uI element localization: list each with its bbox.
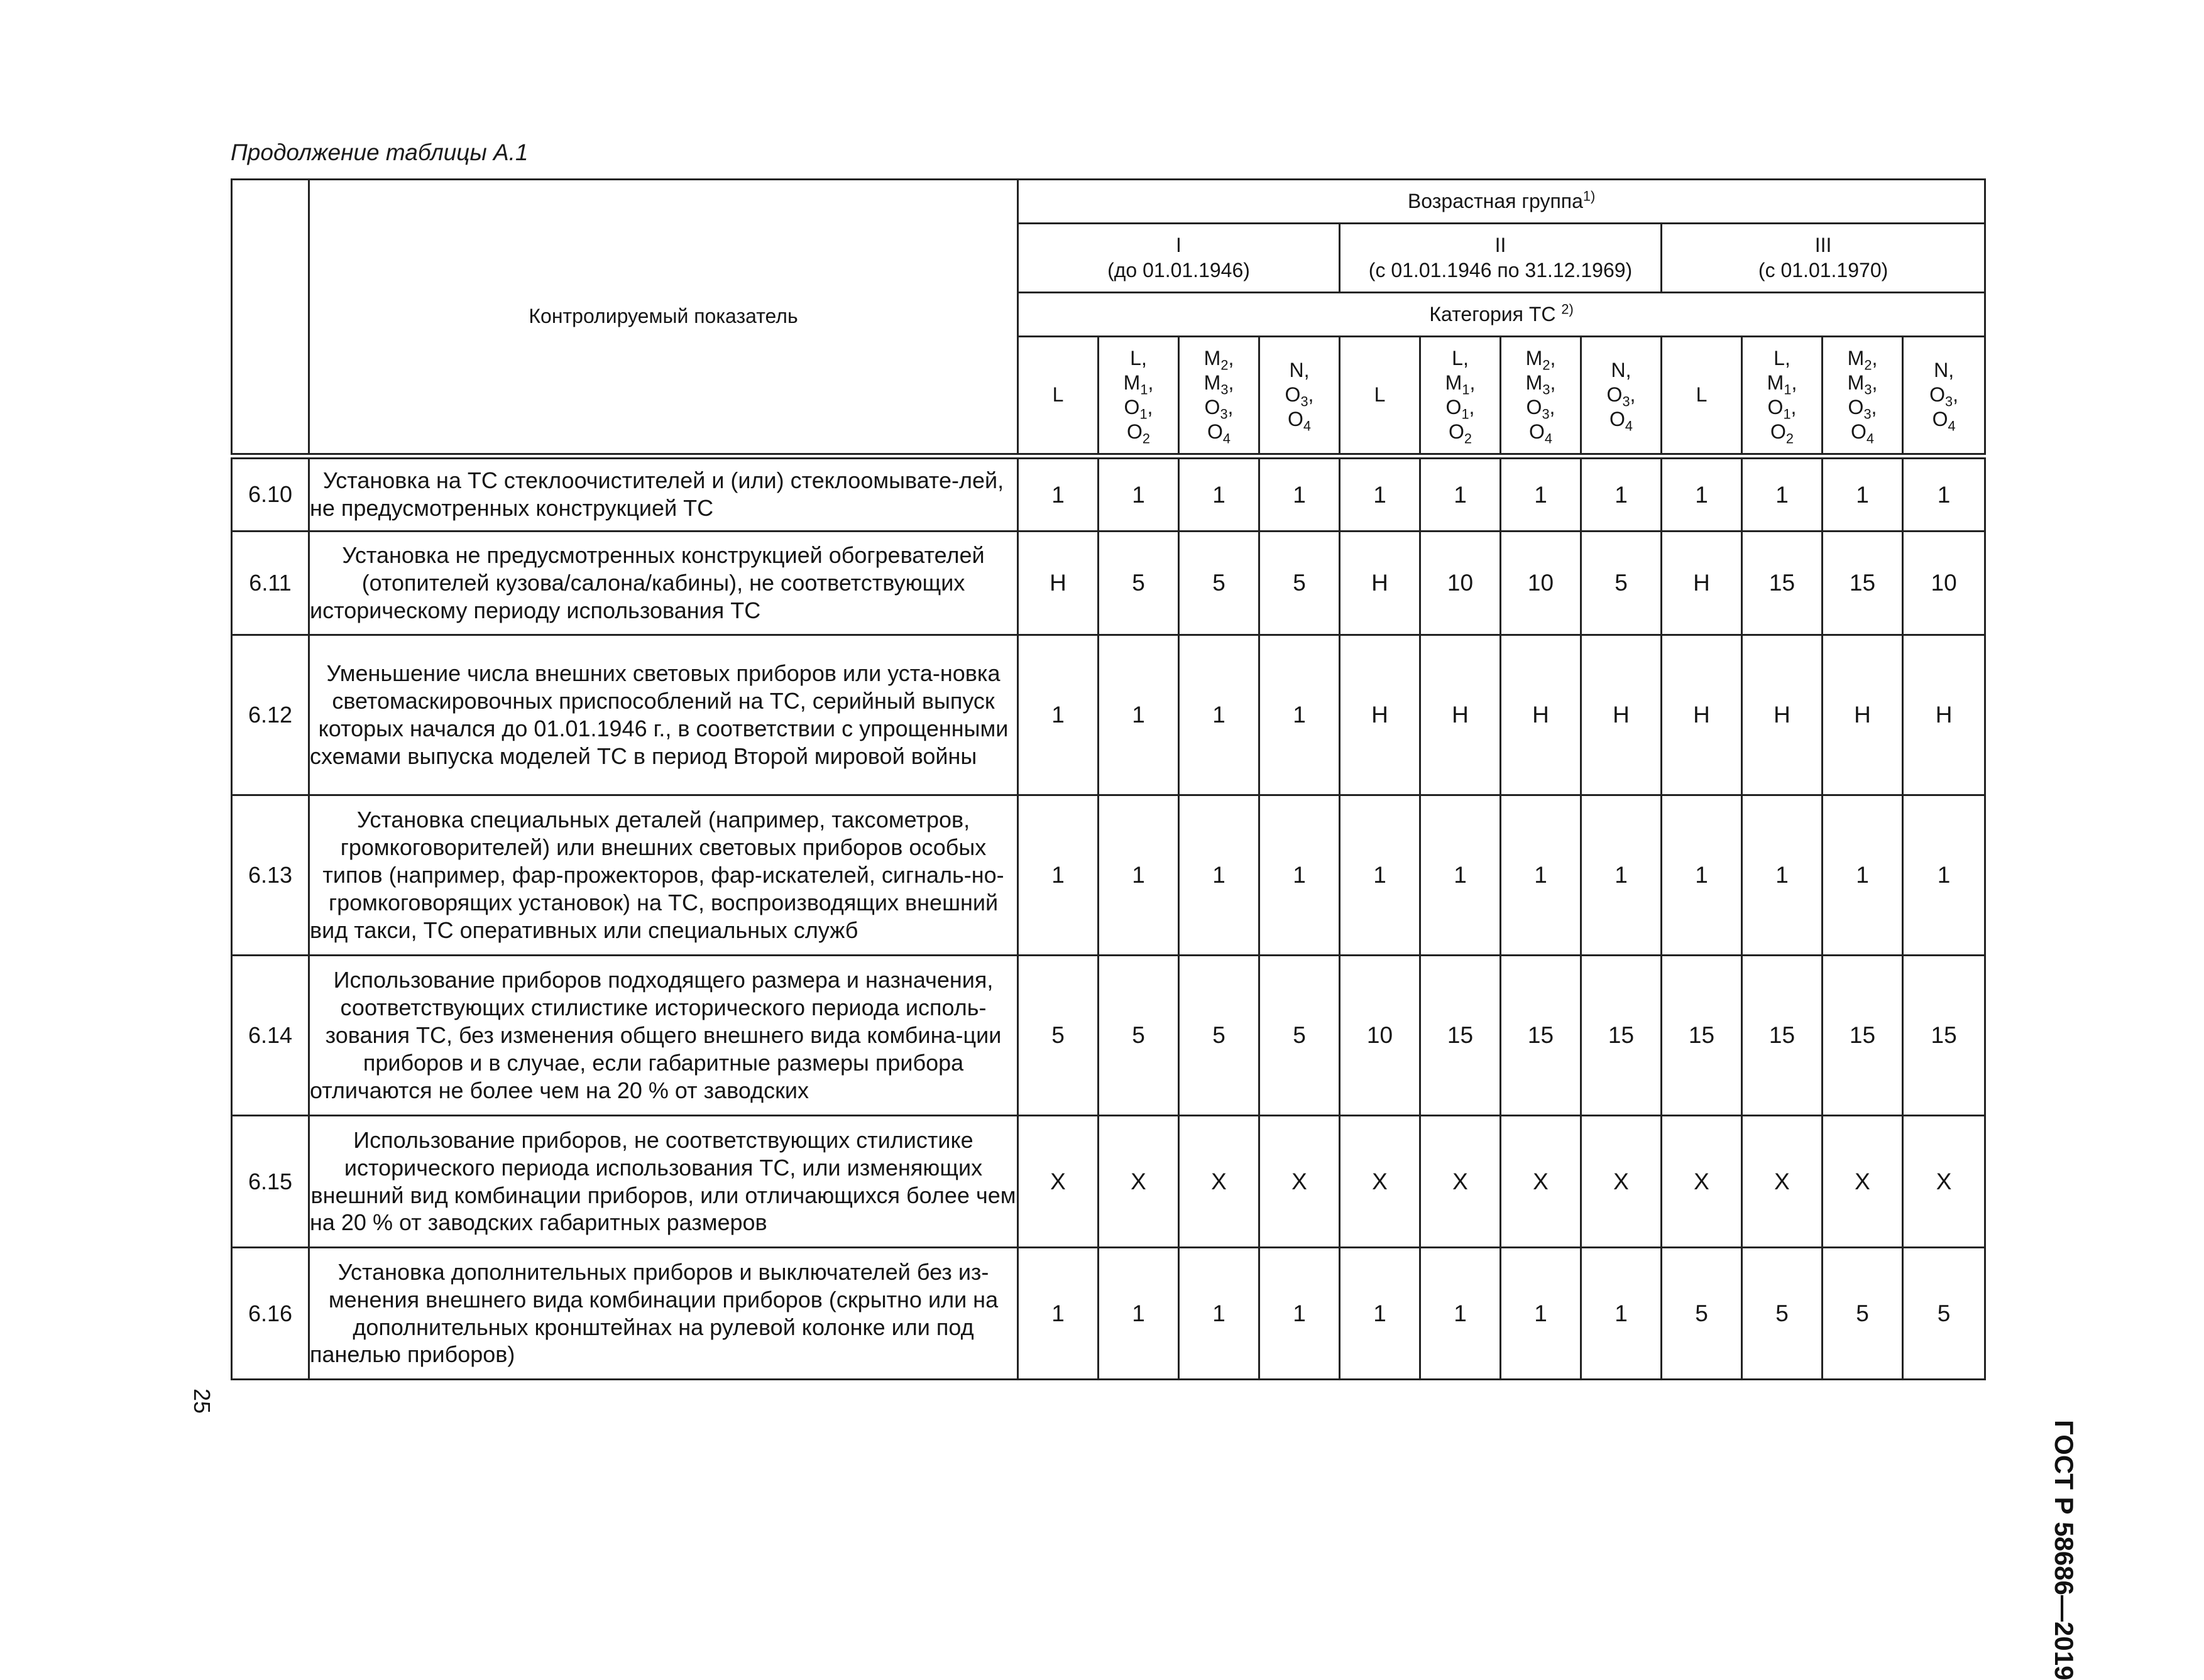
row-value: 1 — [1099, 795, 1179, 956]
row-value: 1 — [1259, 795, 1340, 956]
row-value: 5 — [1099, 532, 1179, 635]
row-value: 1 — [1581, 1248, 1662, 1380]
row-value: 1 — [1823, 456, 1903, 532]
row-number: 6.16 — [232, 1248, 309, 1380]
row-value: 1 — [1581, 456, 1662, 532]
row-number: 6.12 — [232, 635, 309, 795]
row-value: 1 — [1420, 1248, 1501, 1380]
row-value: Х — [1420, 1116, 1501, 1248]
category-n-o3-o4: N, $O_3$, $O_4$ — [1903, 337, 1985, 456]
row-value: 5 — [1259, 532, 1340, 635]
header-group-2: II (с 01.01.1946 по 31.12.1969) — [1340, 224, 1662, 293]
row-number: 6.10 — [232, 456, 309, 532]
row-value: 15 — [1662, 956, 1742, 1116]
row-value: 1 — [1340, 456, 1420, 532]
row-value: Н — [1823, 635, 1903, 795]
table-row — [232, 795, 1985, 956]
row-value: 1 — [1018, 456, 1099, 532]
table-body — [232, 456, 1985, 1380]
row-value: Х — [1662, 1116, 1742, 1248]
row-number: 6.14 — [232, 956, 309, 1116]
category-l-m1-o1-o2: L, $M_1$, $O_1$, $O_2$ — [1420, 337, 1501, 456]
row-value: 1 — [1099, 635, 1179, 795]
category-l-m1-o1-o2: L, $M_1$, $O_1$, $O_2$ — [1099, 337, 1179, 456]
row-value: 5 — [1823, 1248, 1903, 1380]
header-category — [1018, 293, 1985, 337]
row-value: 5 — [1903, 1248, 1985, 1380]
row-value: 1 — [1179, 456, 1259, 532]
table-row — [232, 456, 1985, 532]
row-value: 1 — [1340, 1248, 1420, 1380]
row-number: 6.13 — [232, 795, 309, 956]
row-value: 15 — [1581, 956, 1662, 1116]
header-parameter: Контролируемый показатель — [309, 180, 1018, 456]
row-description: Использование приборов, не соответствующих стилистике исторического периода использования ТС, или изменяющих внешний вид комбинации приборов, или отличающихся более чем на 20 % от заводских габаритных размеров — [309, 1116, 1018, 1248]
row-value: 15 — [1501, 956, 1581, 1116]
row-value: 1 — [1179, 795, 1259, 956]
category-m2-m3-o3-o4: $M_2$, $M_3$, $O_3$, $O_4$ — [1179, 337, 1259, 456]
row-value: Х — [1742, 1116, 1823, 1248]
row-value: Х — [1823, 1116, 1903, 1248]
requirements-table — [231, 178, 1986, 1380]
row-value: 1 — [1179, 635, 1259, 795]
row-value: Х — [1340, 1116, 1420, 1248]
row-value: Н — [1903, 635, 1985, 795]
category-l-m1-o1-o2: L, $M_1$, $O_1$, $O_2$ — [1742, 337, 1823, 456]
row-value: 5 — [1259, 956, 1340, 1116]
row-number: 6.15 — [232, 1116, 309, 1248]
row-description: Установка дополнительных приборов и выключателей без из-менения внешнего вида комбинации приборов (скрытно или на дополнительных кронштейнах на рулевой колонке или под панелью приборов) — [309, 1248, 1018, 1380]
row-value: 1 — [1340, 795, 1420, 956]
header-group-3: III (с 01.01.1970) — [1662, 224, 1985, 293]
row-description: Уменьшение числа внешних световых приборов или уста-новка светомаскировочных приспособлений на ТС, серийный выпуск которых начался до 01.01.1946 г., в соответствии с упрощенными схемами выпуска моделей ТС в период Второй мировой войны — [309, 635, 1018, 795]
row-description: Использование приборов подходящего размера и назначения, соответствующих стилистике исторического периода исполь-зования ТС, без изменения общего внешнего вида комбина-ции приборов и в случае, если габаритные размеры прибора отличаются не более чем на 20 % от заводских — [309, 956, 1018, 1116]
header-age-group — [1018, 180, 1985, 224]
row-value: 1 — [1259, 456, 1340, 532]
table-row — [232, 532, 1985, 635]
row-value: 1 — [1501, 1248, 1581, 1380]
row-value: 1 — [1018, 795, 1099, 956]
row-value: 1 — [1903, 456, 1985, 532]
table-caption: Продолжение таблицы А.1 — [231, 139, 529, 165]
header-group-1: I (до 01.01.1946) — [1018, 224, 1340, 293]
row-value: 10 — [1340, 956, 1420, 1116]
row-value: 1 — [1742, 795, 1823, 956]
standard-code: ГОСТ Р 58686—2019 — [2049, 1420, 2079, 1680]
row-value: 15 — [1823, 956, 1903, 1116]
row-value: Х — [1018, 1116, 1099, 1248]
row-value: 15 — [1903, 956, 1985, 1116]
row-value: 1 — [1420, 795, 1501, 956]
row-number: 6.11 — [232, 532, 309, 635]
category-label: Категория ТС — [1429, 302, 1556, 325]
row-value: 10 — [1903, 532, 1985, 635]
row-value: Н — [1420, 635, 1501, 795]
row-value: Х — [1099, 1116, 1179, 1248]
row-value: Х — [1903, 1116, 1985, 1248]
row-value: 15 — [1420, 956, 1501, 1116]
category-n-o3-o4: N, $O_3$, $O_4$ — [1259, 337, 1340, 456]
page-number: 25 — [189, 1388, 215, 1414]
row-value: 1 — [1742, 456, 1823, 532]
row-value: Н — [1501, 635, 1581, 795]
category-l: L — [1340, 337, 1420, 456]
row-description: Установка специальных деталей (например, таксометров, громкоговорителей) или внешних световых приборов особых типов (например, фар-прожекторов, фар-искателей, сигналь-но-громкоговорящих установок) на ТС, воспроизводящих внешний вид такси, ТС оперативных или специальных служб — [309, 795, 1018, 956]
category-l: L — [1662, 337, 1742, 456]
row-value: 1 — [1501, 456, 1581, 532]
row-value: 5 — [1099, 956, 1179, 1116]
row-description: Установка на ТС стеклоочистителей и (или) стеклоомывате-лей, не предусмотренных конструкцией ТС — [309, 456, 1018, 532]
row-value: 15 — [1742, 532, 1823, 635]
row-value: 1 — [1662, 795, 1742, 956]
row-value: 1 — [1099, 456, 1179, 532]
row-value: 1 — [1179, 1248, 1259, 1380]
row-value: Х — [1581, 1116, 1662, 1248]
table-row — [232, 635, 1985, 795]
row-value: 15 — [1823, 532, 1903, 635]
row-value: 15 — [1742, 956, 1823, 1116]
row-value: 5 — [1018, 956, 1099, 1116]
row-value: 1 — [1662, 456, 1742, 532]
table-row — [232, 956, 1985, 1116]
row-value: 1 — [1018, 1248, 1099, 1380]
row-value: Х — [1259, 1116, 1340, 1248]
row-value: Н — [1581, 635, 1662, 795]
row-value: 5 — [1581, 532, 1662, 635]
row-value: Н — [1662, 635, 1742, 795]
age-group-footnote: 1) — [1582, 188, 1596, 204]
row-value: 5 — [1179, 532, 1259, 635]
row-value: 10 — [1501, 532, 1581, 635]
row-value: 1 — [1501, 795, 1581, 956]
age-group-label: Возрастная группа — [1407, 189, 1583, 212]
category-n-o3-o4: N, $O_3$, $O_4$ — [1581, 337, 1662, 456]
header-number-cell — [232, 180, 309, 456]
row-value: 1 — [1903, 795, 1985, 956]
row-value: 1 — [1420, 456, 1501, 532]
category-m2-m3-o3-o4: $M_2$, $M_3$, $O_3$, $O_4$ — [1501, 337, 1581, 456]
row-value: 10 — [1420, 532, 1501, 635]
row-value: Н — [1340, 532, 1420, 635]
row-value: Н — [1742, 635, 1823, 795]
row-description: Установка не предусмотренных конструкцией обогревателей (отопителей кузова/салона/кабины), не соответствующих историческому периоду использования ТС — [309, 532, 1018, 635]
row-value: 5 — [1662, 1248, 1742, 1380]
category-l: L — [1018, 337, 1099, 456]
row-value: Н — [1018, 532, 1099, 635]
row-value: 1 — [1018, 635, 1099, 795]
row-value: Н — [1662, 532, 1742, 635]
row-value: 1 — [1259, 1248, 1340, 1380]
category-m2-m3-o3-o4: $M_2$, $M_3$, $O_3$, $O_4$ — [1823, 337, 1903, 456]
category-footnote: 2) — [1561, 301, 1574, 317]
row-value: 1 — [1823, 795, 1903, 956]
row-value: Х — [1179, 1116, 1259, 1248]
row-value: Н — [1340, 635, 1420, 795]
row-value: 1 — [1259, 635, 1340, 795]
row-value: 1 — [1581, 795, 1662, 956]
row-value: 1 — [1099, 1248, 1179, 1380]
table-row — [232, 1116, 1985, 1248]
row-value: Х — [1501, 1116, 1581, 1248]
row-value: 5 — [1179, 956, 1259, 1116]
table-row — [232, 1248, 1985, 1380]
row-value: 5 — [1742, 1248, 1823, 1380]
